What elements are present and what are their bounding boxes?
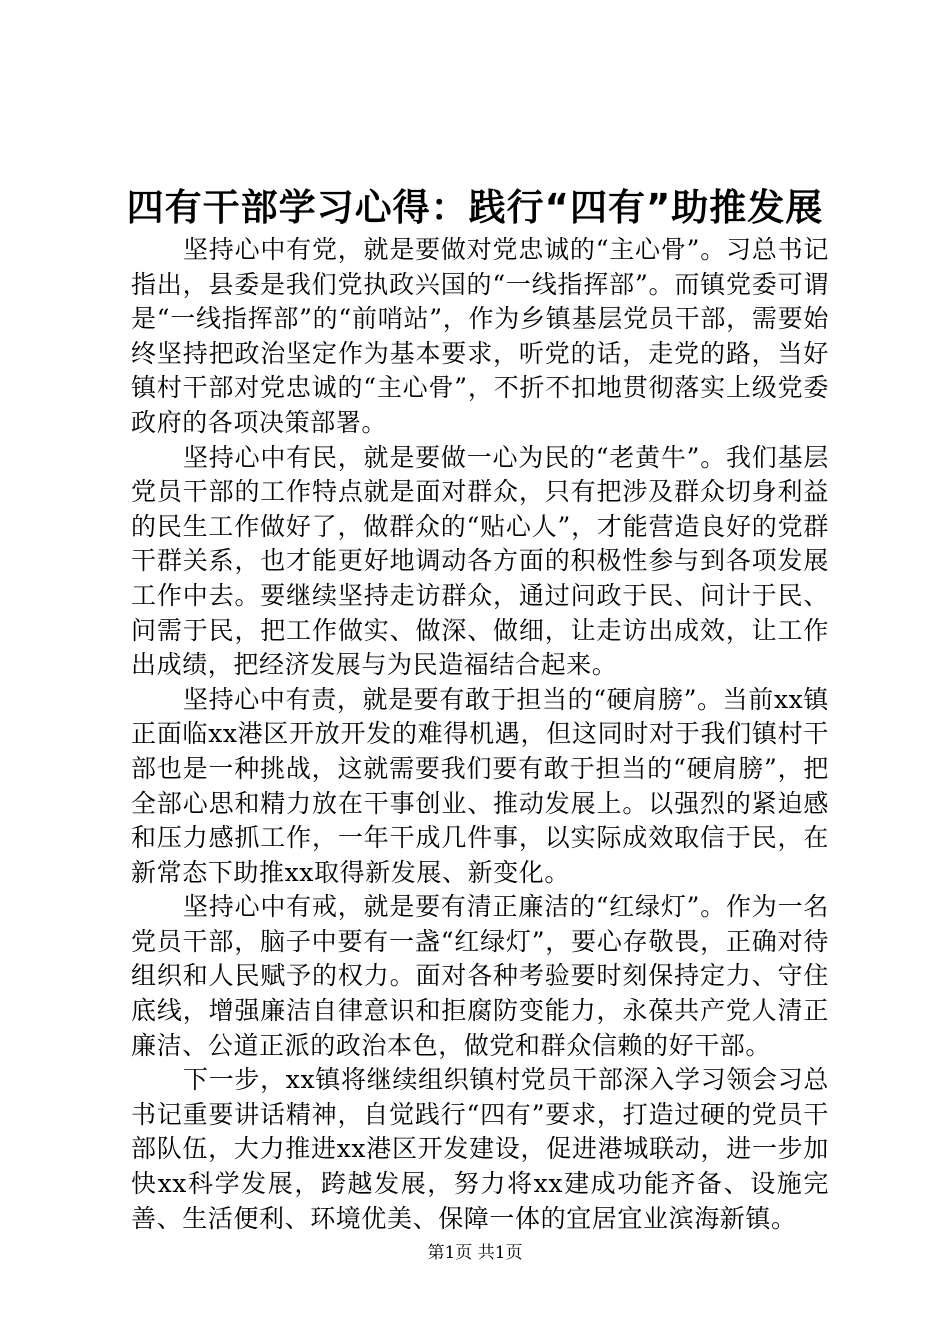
document-title: 四有干部学习心得：践行“四有”助推发展 — [126, 186, 824, 229]
document-body — [131, 233, 829, 1236]
page-number-footer: 第1页 共1页 — [427, 1243, 523, 1263]
paragraph-3: 坚持心中有责，就是要有敢于担当的“硬肩膀”。当前xx镇正面临xx港区开放开发的难得机遇，但这同时对于我们镇村干部也是一种挑战，这就需要我们要有敢于担当的“硬肩膀”，把全部心思和精力放在干事创业、推动发展上。以强烈的紧迫感和压力感抓工作，一年干成几件事，以实际成效取信于民，在新常态下助推xx取得新发展、新变化。 — [131, 684, 829, 887]
paragraph-4: 坚持心中有戒，就是要有清正廉洁的“红绿灯”。作为一名党员干部，脑子中要有一盏“红绿灯”，要心存敬畏，正确对待组织和人民赋予的权力。面对各种考验要时刻保持定力、守住底线，增强廉洁自律意识和拒腐防变能力，永葆共产党人清正廉洁、公道正派的政治本色，做党和群众信赖的好干部。 — [131, 892, 829, 1060]
paragraph-5: 下一步，xx镇将继续组织镇村党员干部深入学习领会习总书记重要讲话精神，自觉践行“四有”要求，打造过硬的党员干部队伍，大力推进xx港区开发建设，促进港城联动，进一步加快xx科学发展，跨越发展，努力将xx建成功能齐备、设施完善、生活便利、环境优美、保障一体的宜居宜业滨海新镇。 — [131, 1065, 829, 1233]
paragraph-1: 坚持心中有党，就是要做对党忠诚的“主心骨”。习总书记指出，县委是我们党执政兴国的“一线指挥部”。而镇党委可谓是“一线指挥部”的“前哨站”，作为乡镇基层党员干部，需要始终坚持把政治坚定作为基本要求，听党的话，走党的路，当好镇村干部对党忠诚的“主心骨”，不折不扣地贯彻落实上级党委政府的各项决策部署。 — [131, 235, 829, 437]
paragraph-2: 坚持心中有民，就是要做一心为民的“老黄牛”。我们基层党员干部的工作特点就是面对群众，只有把涉及群众切身利益的民生工作做好了，做群众的“贴心人”，才能营造良好的党群干群关系，也才能更好地调动各方面的积极性参与到各项发展工作中去。要继续坚持走访群众，通过问政于民、问计于民、问需于民，把工作做实、做深、做细，让走访出成效，让工作出成绩，把经济发展与为民造福结合起来。 — [131, 442, 829, 680]
